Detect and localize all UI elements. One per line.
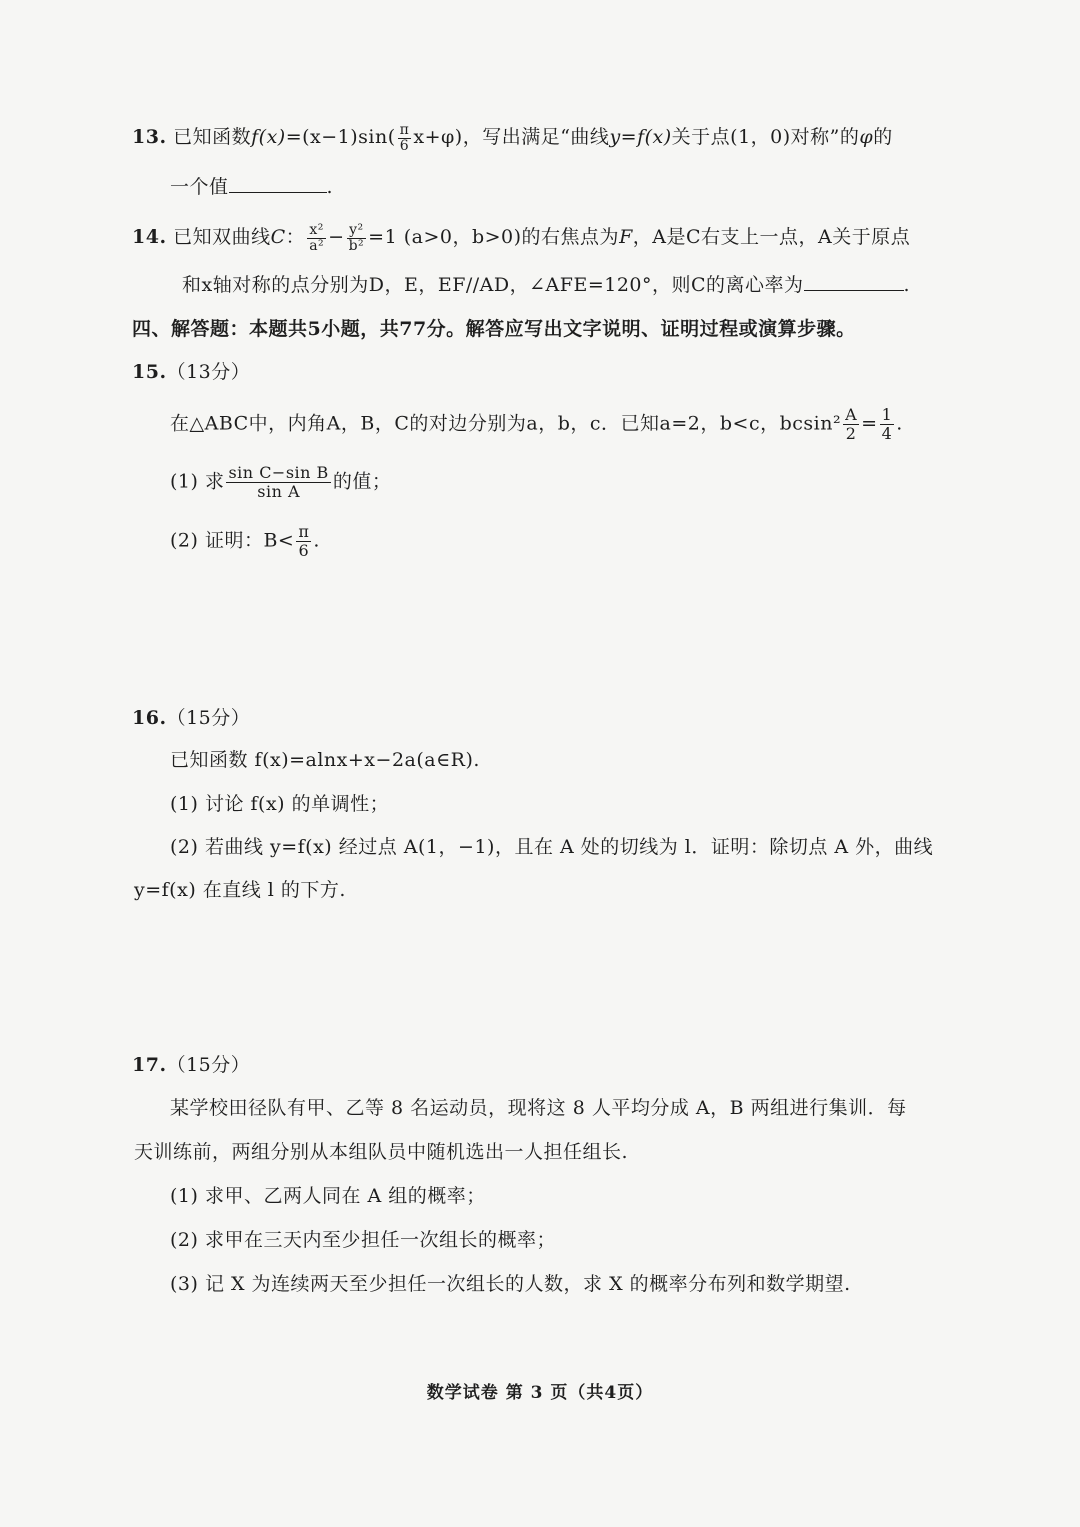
q15-eq: = — [861, 412, 878, 435]
q15-score: （13分） — [166, 361, 251, 383]
q14-b2: b² — [348, 237, 365, 254]
q13-text3: 的 — [873, 126, 893, 148]
q13-line1 — [132, 122, 893, 154]
q15-p2-frac-bot: 6 — [298, 541, 310, 560]
q15-p2-label: (2) 证明：B< — [170, 529, 295, 552]
q14-x2: x² — [307, 223, 326, 239]
q16-header — [132, 703, 250, 733]
section-4-header: 四、解答题：本题共5小题，共77分。解答应写出文字说明、证明过程或演算步骤。 — [132, 318, 856, 340]
q15-header — [132, 357, 250, 387]
q14-number: 14. — [132, 226, 167, 248]
q15-frac2-top: 1 — [881, 405, 893, 424]
q13-fx: f(x) — [251, 126, 286, 148]
q15-stem-text: 在△ABC中，内角A，B，C的对边分别为a，b，c．已知a=2，b<c，bcsin² — [170, 412, 842, 435]
q15-p1-fraction — [226, 464, 330, 501]
q15-frac1-top: A — [845, 405, 858, 424]
q15-p1-end: 的值； — [332, 470, 392, 493]
q14-frac-y — [347, 223, 367, 254]
q14-intro: 已知双曲线 — [173, 226, 271, 248]
q15-p2-fraction — [296, 523, 311, 560]
q15-p1-frac-top: sin C−sin B — [228, 463, 329, 482]
q15-stem-end: . — [896, 412, 903, 435]
q13-answer-blank[interactable] — [229, 174, 327, 193]
q15-p2-end: . — [313, 529, 320, 552]
q16-part2-cont: y=f(x) 在直线 l 的下方. — [134, 879, 346, 901]
q17-number: 17. — [132, 1054, 167, 1076]
q16-part1: (1) 讨论 f(x) 的单调性； — [170, 793, 390, 815]
q13-end: . — [326, 176, 334, 198]
q14-eq: =1 (a>0，b>0) — [368, 226, 522, 248]
q14-line2-text: 和x轴对称的点分别为D，E，EF//AD，∠AFE=120°，则C的离心率为 — [182, 274, 804, 296]
q14-minus: − — [328, 226, 345, 248]
q17-header — [132, 1050, 250, 1080]
q14-answer-blank[interactable] — [804, 272, 904, 291]
q13-line2-text: 一个值 — [170, 176, 229, 198]
q13-fraction — [398, 123, 412, 154]
q14-frac-x — [307, 223, 326, 254]
q15-stem — [170, 406, 903, 443]
q13-eq: =(x−1)sin( — [285, 126, 396, 148]
q14-y2: y² — [347, 223, 367, 239]
q15-frac2-bot: 4 — [881, 424, 893, 443]
q13-text2: 关于点(1，0)对称”的 — [671, 126, 860, 148]
q15-frac1-bot: 2 — [845, 424, 857, 443]
q17-part3: (3) 记 X 为连续两天至少担任一次组长的人数，求 X 的概率分布列和数学期望. — [170, 1273, 851, 1295]
q14-colon: ： — [285, 226, 306, 248]
q16-part2: (2) 若曲线 y=f(x) 经过点 A(1，−1)，且在 A 处的切线为 l．证明：除切点 A 外，曲线 — [170, 836, 934, 858]
q14-text2: ，A是C右支上一点，A关于原点 — [632, 226, 911, 248]
q15-part1 — [170, 464, 391, 501]
q15-p2-frac-top: π — [298, 522, 310, 541]
q13-line2 — [170, 172, 333, 202]
q14-line1 — [132, 222, 910, 254]
q13-text: ，写出满足“曲线 — [462, 126, 610, 148]
q17-part1: (1) 求甲、乙两人同在 A 组的概率； — [170, 1185, 486, 1207]
q16-stem: 已知函数 f(x)=alnx+x−2a(a∈R). — [170, 749, 480, 771]
q13-frac-bot: 6 — [399, 137, 410, 154]
q15-p1-frac-bot: sin A — [257, 482, 301, 501]
q17-part2: (2) 求甲在三天内至少担任一次组长的概率； — [170, 1229, 556, 1251]
q13-number: 13. — [132, 126, 167, 148]
q17-stem-line1: 某学校田径队有甲、乙等 8 名运动员，现将这 8 人平均分成 A，B 两组进行集训．每 — [170, 1097, 907, 1119]
q16-score: （15分） — [166, 707, 251, 729]
q17-score: （15分） — [166, 1054, 251, 1076]
q13-eq-end: x+φ) — [413, 126, 463, 148]
q13-curve: y=f(x) — [609, 126, 672, 148]
q15-frac-quarter — [880, 406, 895, 443]
q15-number: 15. — [132, 361, 167, 383]
q15-p1-label: (1) 求 — [170, 470, 225, 493]
q14-a2: a² — [309, 237, 325, 254]
q15-part2 — [170, 523, 320, 560]
q16-number: 16. — [132, 707, 167, 729]
q14-C: C — [270, 226, 286, 248]
q13-frac-top: π — [399, 121, 410, 138]
q14-text: 的右焦点为 — [521, 226, 620, 248]
q14-end: . — [903, 274, 911, 296]
q14-line2 — [182, 270, 910, 300]
q13-intro: 已知函数 — [173, 126, 252, 148]
q14-F: F — [619, 226, 633, 248]
q13-phi: φ — [859, 126, 874, 148]
q15-frac-A2 — [843, 406, 859, 443]
page-footer: 数学试卷 第 3 页（共4页） — [426, 1383, 654, 1403]
q17-stem-line2: 天训练前，两组分别从本组队员中随机选出一人担任组长. — [134, 1141, 629, 1163]
